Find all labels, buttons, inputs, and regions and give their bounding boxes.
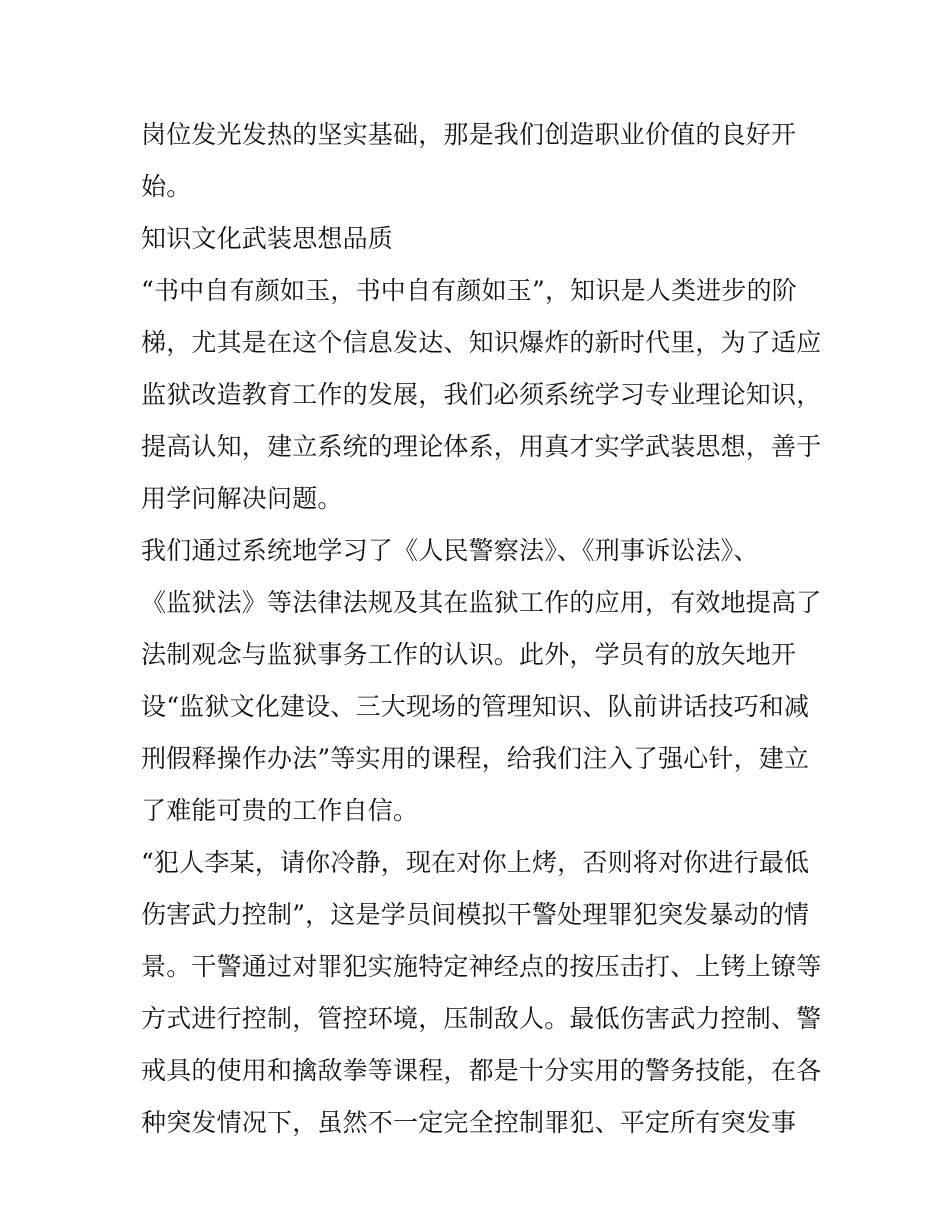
text-line: 刑假释操作办法”等实用的课程，给我们注入了强心针，建立 (141, 744, 810, 773)
section-heading: 知识文化武装思想品质 (141, 224, 394, 253)
text-line: 设“监狱文化建设、三大现场的管理知识、队前讲话技巧和减 (141, 692, 810, 721)
text-line: 戒具的使用和擒敌拳等课程，都是十分实用的警务技能，在各 (141, 1056, 822, 1085)
text-line: 了难能可贵的工作自信。 (141, 796, 419, 825)
text-line: 监狱改造教育工作的发展，我们必须系统学习专业理论知识， (141, 380, 822, 409)
text-line: “书中自有颜如玉，书中自有颜如玉”，知识是人类进步的阶 (141, 276, 797, 305)
text-line: 法制观念与监狱事务工作的认识。此外，学员有的放矢地开 (141, 640, 797, 669)
text-line: 始。 (141, 172, 192, 201)
text-line: 《监狱法》等法律法规及其在监狱工作的应用，有效地提高了 (141, 588, 822, 617)
text-line: 景。干警通过对罪犯实施特定神经点的按压击打、上铐上镣等 (141, 952, 822, 981)
text-line: 伤害武力控制”，这是学员间模拟干警处理罪犯突发暴动的情 (141, 900, 810, 929)
text-line: 岗位发光发热的坚实基础，那是我们创造职业价值的良好开 (141, 120, 797, 149)
text-line: 用学问解决问题。 (141, 484, 343, 513)
text-line: 提高认知，建立系统的理论体系，用真才实学武装思想，善于 (141, 432, 822, 461)
text-line: 方式进行控制，管控环境，压制敌人。最低伤害武力控制、警 (141, 1004, 822, 1033)
text-line: 种突发情况下，虽然不一定完全控制罪犯、平定所有突发事 (141, 1108, 797, 1137)
document-body (141, 109, 821, 1149)
text-line: 我们通过系统地学习了《人民警察法》、《刑事诉讼法》、 (141, 536, 759, 565)
text-line: “犯人李某，请你冷静，现在对你上烤，否则将对你进行最低 (141, 848, 810, 877)
text-line: 梯，尤其是在这个信息发达、知识爆炸的新时代里，为了适应 (141, 328, 822, 357)
